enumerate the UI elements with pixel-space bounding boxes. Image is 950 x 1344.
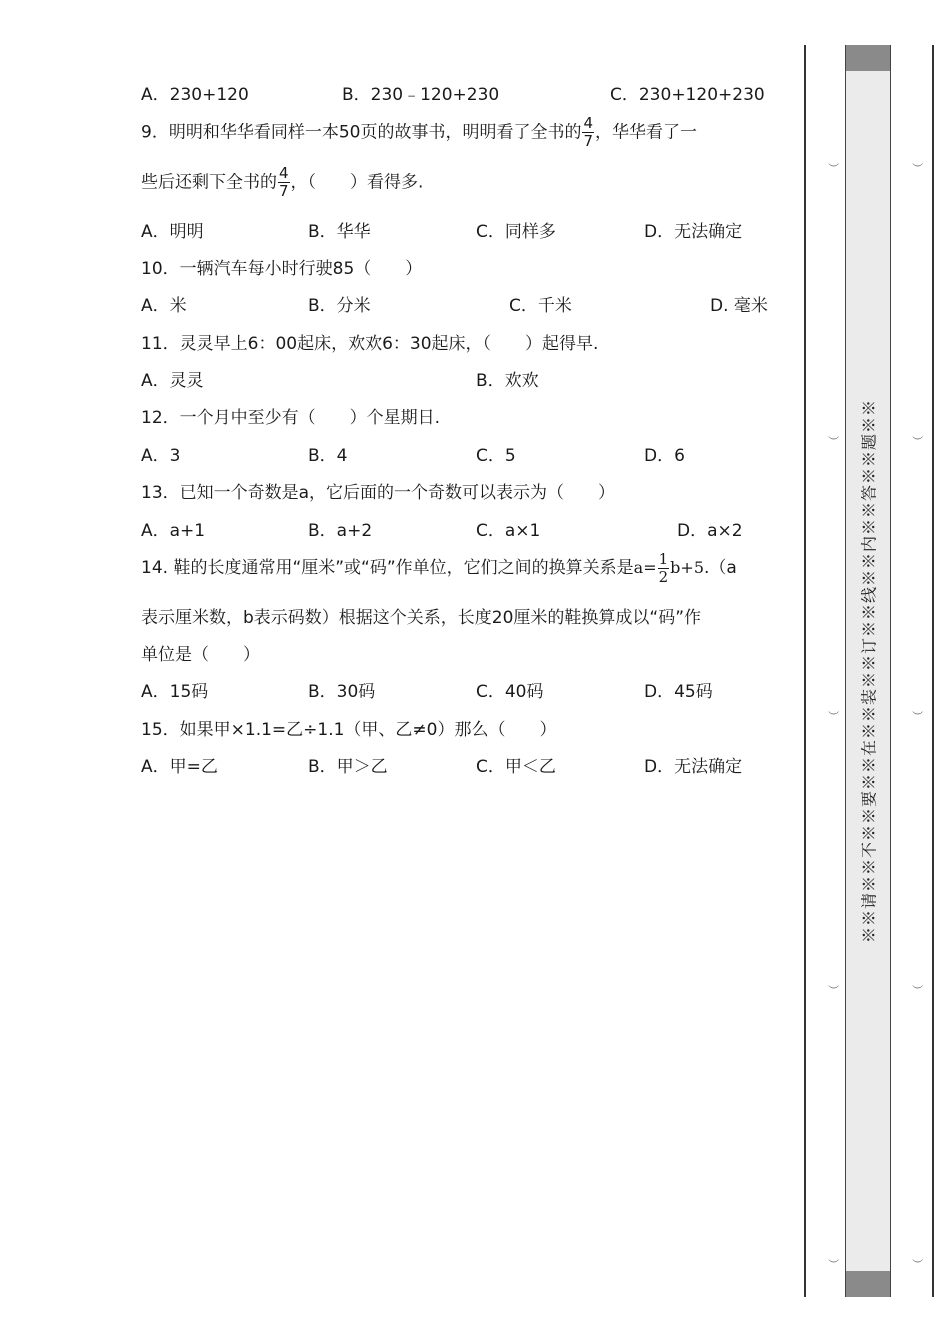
q13-stem: 13．已知一个奇数是a，它后面的一个奇数可以表示为（ ） bbox=[141, 483, 616, 503]
q14-option-c: C．40码 bbox=[476, 682, 544, 702]
band-cap-top bbox=[846, 45, 890, 71]
q10-option-c: C．千米 bbox=[509, 296, 572, 316]
binding-mark: （ bbox=[911, 984, 925, 996]
fraction-numerator: 4 bbox=[583, 114, 593, 132]
q14-text-1: 14. 鞋的长度通常用“厘米”或“码”作单位，它们之间的换算关系是 bbox=[141, 558, 634, 578]
q13-option-a: A．a+1 bbox=[141, 521, 206, 541]
q11-stem: 11．灵灵早上6：00起床，欢欢6：30起床，（ ）起得早. bbox=[141, 334, 599, 354]
binding-mark: （ bbox=[911, 1258, 925, 1270]
q9-option-c: C．同样多 bbox=[476, 222, 556, 242]
q8-option-a: A．230+120 bbox=[141, 85, 249, 105]
q13-option-d: D．a×2 bbox=[677, 521, 743, 541]
q15-option-b: B．甲＞乙 bbox=[308, 757, 388, 777]
q15-option-a: A．甲=乙 bbox=[141, 757, 218, 777]
q12-option-d: D．6 bbox=[644, 446, 685, 466]
binding-mark: （ bbox=[911, 162, 925, 174]
q13-option-b: B．a+2 bbox=[308, 521, 373, 541]
binding-mark: （ bbox=[911, 435, 925, 447]
q9-text-1: 9．明明和华华看同样一本50页的故事书，明明看了全书的 bbox=[141, 122, 582, 143]
q8-option-c: C．230+120+230 bbox=[610, 85, 765, 105]
q13-option-c: C．a×1 bbox=[476, 521, 541, 541]
q14-stem-line3: 单位是（ ） bbox=[141, 645, 260, 665]
q9-stem-line1 bbox=[141, 116, 697, 149]
q9-option-d: D．无法确定 bbox=[644, 222, 743, 242]
fraction-denominator: 7 bbox=[279, 182, 289, 200]
q12-option-c: C．5 bbox=[476, 446, 516, 466]
formula-suffix: b+5 bbox=[670, 558, 704, 577]
binding-warning-text: ※※请※※不※※要※※在※※装※※订※※线※※内※※答※※题※※ bbox=[859, 398, 879, 944]
binding-mark: （ bbox=[827, 435, 841, 447]
q10-option-b: B．分米 bbox=[308, 296, 371, 316]
band-cap-bottom bbox=[846, 1271, 890, 1297]
binding-mark: （ bbox=[827, 984, 841, 996]
q15-option-c: C．甲＜乙 bbox=[476, 757, 556, 777]
q9-text-2-tail: ，（ ）看得多. bbox=[290, 172, 424, 193]
q9-fraction-1 bbox=[582, 116, 594, 149]
q9-stem-line2 bbox=[141, 166, 423, 199]
q14-stem-line2: 表示厘米数，b表示码数）根据这个关系，长度20厘米的鞋换算成以“码”作 bbox=[141, 608, 702, 628]
q11-option-a: A．灵灵 bbox=[141, 371, 204, 391]
q11-option-b: B．欢欢 bbox=[476, 371, 539, 391]
q9-fraction-2 bbox=[278, 166, 290, 199]
fraction-denominator: 2 bbox=[658, 568, 669, 586]
q10-stem: 10．一辆汽车每小时行驶85（ ） bbox=[141, 259, 423, 279]
binding-mark: （ bbox=[827, 1258, 841, 1270]
q14-formula bbox=[633, 550, 704, 586]
binding-mark: （ bbox=[827, 710, 841, 722]
q15-stem: 15．如果甲×1.1=乙÷1.1（甲、乙≠0）那么（ ） bbox=[141, 720, 557, 740]
q10-option-a: A．米 bbox=[141, 296, 187, 316]
q14-text-1-tail: .（a bbox=[704, 558, 737, 578]
q10-option-d: D. 毫米 bbox=[710, 296, 768, 316]
q12-stem: 12．一个月中至少有（ ）个星期日. bbox=[141, 408, 441, 428]
binding-mark: （ bbox=[827, 162, 841, 174]
formula-prefix: a= bbox=[633, 558, 657, 577]
q12-option-b: B．4 bbox=[308, 446, 348, 466]
q14-fraction bbox=[658, 552, 670, 585]
q14-option-a: A．15码 bbox=[141, 682, 209, 702]
q14-option-d: D．45码 bbox=[644, 682, 713, 702]
binding-line-outer bbox=[932, 45, 934, 1297]
binding-line-inner bbox=[804, 45, 806, 1297]
q9-text-2: 些后还剩下全书的 bbox=[141, 172, 277, 193]
binding-band bbox=[845, 45, 891, 1297]
q14-stem-line1 bbox=[141, 552, 737, 585]
q15-option-d: D．无法确定 bbox=[644, 757, 743, 777]
fraction-denominator: 7 bbox=[583, 132, 593, 150]
q12-option-a: A．3 bbox=[141, 446, 181, 466]
q9-option-a: A．明明 bbox=[141, 222, 204, 242]
q8-option-b: B．230﹣120+230 bbox=[342, 85, 500, 105]
fraction-numerator: 4 bbox=[279, 164, 289, 182]
q9-text-1-tail: ，华华看了一 bbox=[595, 122, 697, 143]
q14-option-b: B．30码 bbox=[308, 682, 376, 702]
q9-option-b: B．华华 bbox=[308, 222, 371, 242]
fraction-numerator: 1 bbox=[658, 550, 669, 568]
binding-mark: （ bbox=[911, 710, 925, 722]
